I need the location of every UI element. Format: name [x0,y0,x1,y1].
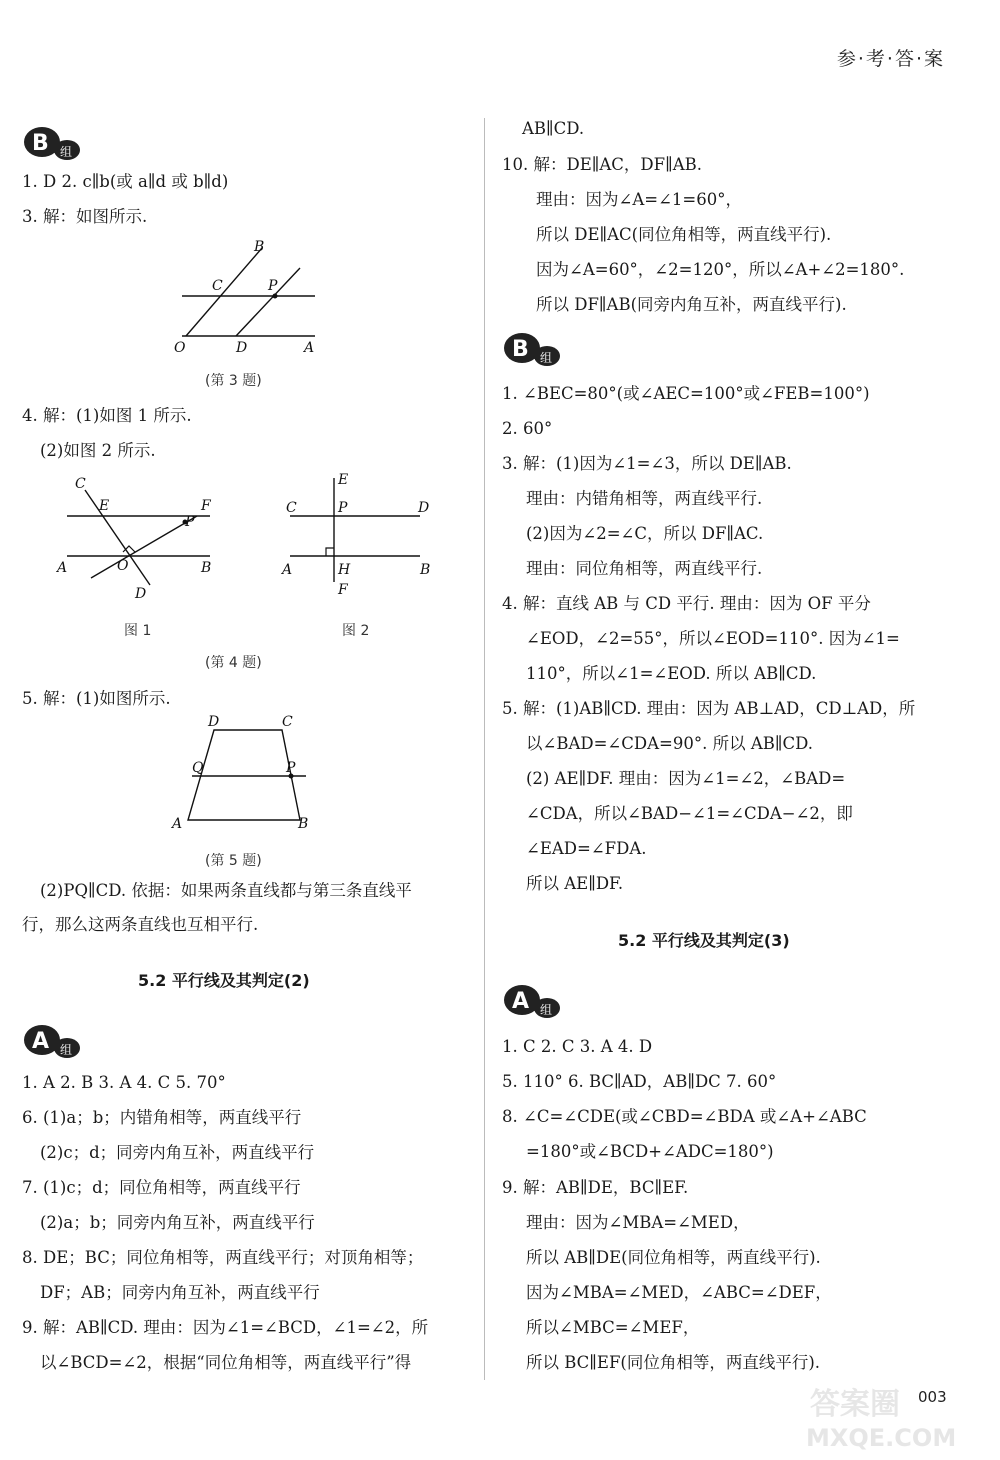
point-p [273,294,278,299]
answer-line: 因为∠A=60°，∠2=120°，所以∠A+∠2=180°. [536,260,905,279]
svg-text:P: P [338,500,348,516]
answer-line: 所以∠MBC=∠MEF， [526,1318,700,1337]
answer-line: 10. 解：DE∥AC，DF∥AB. [502,155,703,174]
svg-text:A: A [512,989,530,1014]
answer-line: 2. 60° [502,419,553,438]
answer-line: 3. 解：(1)因为∠1=∠3，所以 DE∥AB. [502,454,792,473]
svg-text:组: 组 [540,1003,553,1017]
svg-text:P: P [185,514,195,530]
watermark-logo [800,1382,990,1452]
svg-text:组: 组 [540,351,553,365]
label: B [254,239,265,255]
section-title: 5.2 平行线及其判定(2) [138,971,310,990]
answer-line: 以∠BAD=∠CDA=90°. 所以 AB∥CD. [526,734,813,753]
svg-text:A: A [32,1029,50,1054]
answer-line: (2) AE∥DF. 理由：因为∠1=∠2，∠BAD= [526,769,846,788]
svg-text:D: D [418,500,430,516]
svg-text:组: 组 [60,1043,73,1057]
svg-text:F: F [338,582,348,598]
answer-line: (2)c；d；同旁内角互补，两直线平行 [40,1143,315,1162]
svg-text:A: A [57,560,68,576]
answer-line: ∠EAD=∠FDA. [526,839,647,858]
label: A [304,340,315,356]
answer-line: 行，那么这两条直线也互相平行. [22,915,259,934]
figure-4-1 [55,470,220,630]
svg-text:Q: Q [192,760,204,776]
answer-line: 1. A 2. B 3. A 4. C 5. 70° [22,1073,226,1092]
answer-line: 9. 解：AB∥CD. 理由：因为∠1=∠BCD，∠1=∠2，所 [22,1318,429,1337]
figure-4-2 [280,470,445,600]
svg-text:D: D [135,586,147,602]
answer-line: 1. D 2. c∥b(或 a∥d 或 b∥d) [22,172,229,191]
figure-4-1-label: 图 1 [124,623,152,639]
answer-line: =180°或∠BCD+∠ADC=180°) [526,1142,774,1161]
svg-text:A: A [282,562,293,578]
svg-text:E: E [99,498,110,514]
answer-line: 理由：因为∠MBA=∠MED， [526,1213,750,1232]
answer-line: (2)如图 2 所示. [40,441,156,460]
svg-text:B: B [298,816,309,832]
answer-line: 8. ∠C=∠CDE(或∠CBD=∠BDA 或∠A+∠ABC [502,1107,867,1126]
answer-line: 3. 解：如图所示. [22,207,148,226]
answer-line: 以∠BCD=∠2，根据“同位角相等，两直线平行”得 [40,1353,412,1372]
answer-line: ∠CDA，所以∠BAD−∠1=∠CDA−∠2，即 [526,804,853,823]
answer-line: 110°，所以∠1=∠EOD. 所以 AB∥CD. [526,664,817,683]
answer-line: 5. 解：(1)AB∥CD. 理由：因为 AB⊥AD，CD⊥AD，所 [502,699,916,718]
answer-line: 4. 解：直线 AB 与 CD 平行. 理由：因为 OF 平分 [502,594,871,613]
line-ob [186,248,262,336]
answer-line: 1. ∠BEC=80°(或∠AEC=100°或∠FEB=100°) [502,384,870,403]
figure-4-2-label: 图 2 [342,623,370,639]
svg-text:O: O [117,558,129,574]
svg-text:C: C [282,714,293,730]
svg-text:C: C [286,500,297,516]
answer-line: 5. 110° 6. BC∥AD，AB∥DC 7. 60° [502,1072,777,1091]
group-a-badge [22,1022,84,1062]
answer-line: 7. (1)c；d；同位角相等，两直线平行 [22,1178,301,1197]
svg-text:C: C [75,476,86,492]
figure-3-caption: (第 3 题) [205,373,262,389]
answer-line: 9. 解：AB∥DE，BC∥EF. [502,1178,689,1197]
answer-line: 理由：同位角相等，两直线平行. [526,559,763,578]
answer-line: 所以 BC∥EF(同位角相等，两直线平行). [526,1353,821,1372]
answer-line: 1. C 2. C 3. A 4. D [502,1037,653,1056]
label: D [236,340,248,356]
answer-line: 所以 AB∥DE(同位角相等，两直线平行). [526,1248,821,1267]
figure-3 [170,238,330,358]
answer-line: 6. (1)a；b；内错角相等，两直线平行 [22,1108,302,1127]
answer-line: 理由：因为∠A=∠1=60°， [536,190,742,209]
svg-text:H: H [338,562,351,578]
figure-5 [170,716,320,836]
answer-line: 所以 DE∥AC(同位角相等，两直线平行). [536,225,832,244]
svg-text:A: A [172,816,183,832]
label: O [174,340,186,356]
svg-text:P: P [286,760,296,776]
svg-text:B: B [512,337,529,362]
svg-text:D: D [208,714,220,730]
badge-group: 组 [60,145,73,159]
figure-4-caption: (第 4 题) [205,655,262,671]
section-title: 5.2 平行线及其判定(3) [618,931,790,950]
page-header-title: 参·考·答·案 [836,48,945,70]
answer-line: 8. DE；BC；同位角相等，两直线平行；对顶角相等； [22,1248,424,1267]
svg-text:B: B [420,562,431,578]
answer-line: ∠EOD，∠2=55°，所以∠EOD=110°. 因为∠1= [526,629,900,648]
group-b-badge [502,330,564,370]
answer-line: 4. 解：(1)如图 1 所示. [22,406,192,425]
figure-5-caption: (第 5 题) [205,853,262,869]
answer-line: DF；AB；同旁内角互补，两直线平行 [40,1283,320,1302]
badge-letter: B [32,131,49,156]
svg-text:MXQE.COM: MXQE.COM [806,1424,957,1452]
answer-line: 理由：内错角相等，两直线平行. [526,489,763,508]
svg-text:答案圈: 答案圈 [810,1387,900,1422]
group-b-badge [22,124,84,164]
answer-line: (2)PQ∥CD. 依据：如果两条直线都与第三条直线平 [40,881,412,900]
svg-text:B: B [201,560,212,576]
answer-line: 5. 解：(1)如图所示. [22,689,171,708]
answer-line: AB∥CD. [522,119,585,138]
answer-line: 所以 DF∥AB(同旁内角互补，两直线平行). [536,295,847,314]
group-a-badge [502,982,564,1022]
answer-line: 因为∠MBA=∠MED，∠ABC=∠DEF， [526,1283,832,1302]
answer-line: 所以 AE∥DF. [526,874,624,893]
label: C [212,278,223,294]
label: P [268,278,278,294]
svg-text:F: F [201,498,211,514]
page-number: 003 [918,1388,947,1406]
answer-line: (2)因为∠2=∠C，所以 DF∥AC. [526,524,764,543]
svg-text:E: E [338,472,349,488]
answer-line: (2)a；b；同旁内角互补，两直线平行 [40,1213,315,1232]
column-divider [484,118,485,1380]
